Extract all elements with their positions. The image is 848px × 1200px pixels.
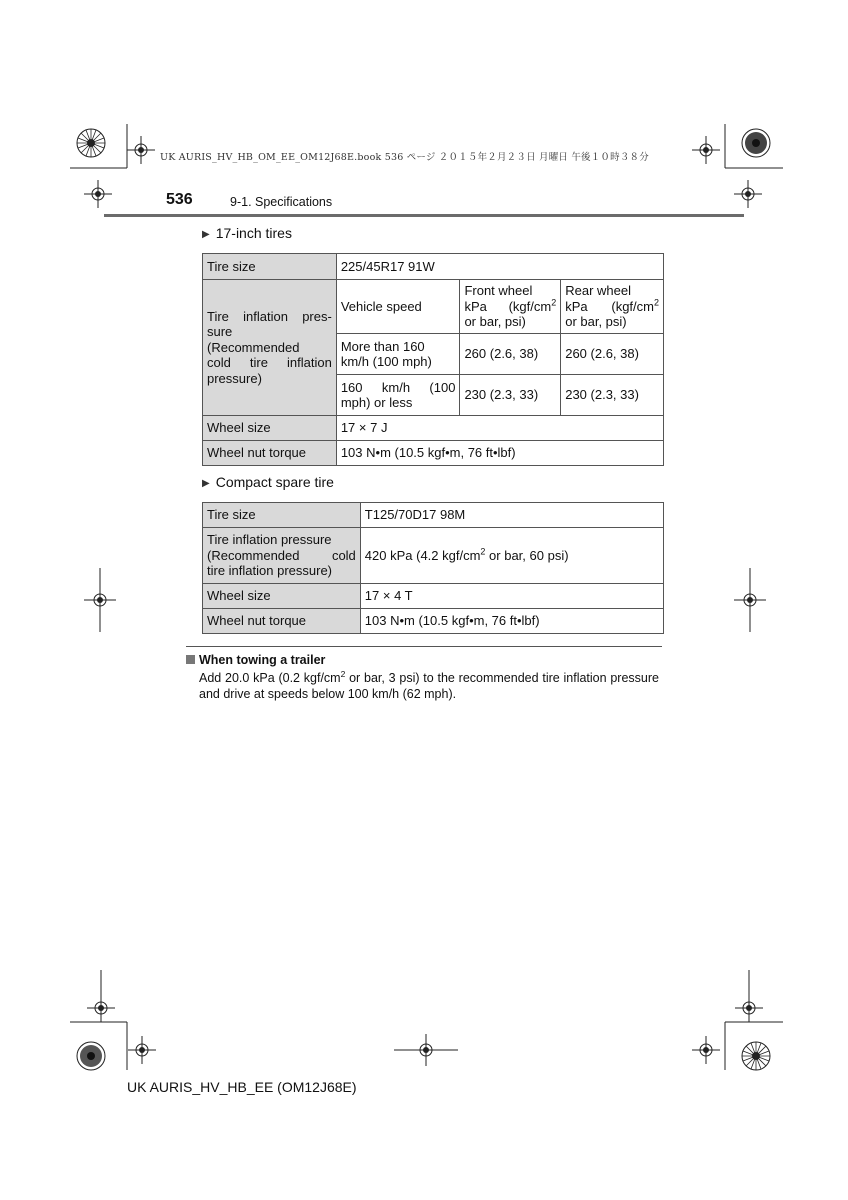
section-title: 9-1. Specifications <box>230 195 333 209</box>
table-row <box>203 254 664 280</box>
corner-mark-bottom-right <box>668 970 798 1080</box>
table-row <box>203 441 664 466</box>
header-rear-wheel <box>561 280 664 334</box>
speed-cell <box>336 375 460 416</box>
header-front-wheel <box>460 280 561 334</box>
inflation-label-line: (Recommended cold <box>207 547 356 563</box>
header-rule <box>104 214 744 217</box>
triangle-bullet-icon: ▶ <box>202 478 210 489</box>
side-mark-left <box>84 568 116 632</box>
rear-header-line: kPa (kgf/cm <box>565 298 654 314</box>
heading-text: Compact spare tire <box>215 474 334 490</box>
front-pressure-cell: 260 (2.6, 38) <box>460 334 561 375</box>
inflation-label-line: sure <box>207 324 233 340</box>
note-text: or bar, 3 psi) to the recommended tire inflation pressure and drive at speeds below 100 km/h (62 mph). <box>199 671 659 701</box>
table-row <box>203 416 664 441</box>
speed-line: More than 160 <box>340 338 425 354</box>
value-tire-size: 225/45R17 91W <box>336 254 663 280</box>
rear-header-line: or bar, psi) <box>565 314 627 330</box>
front-header-line: kPa (kgf/cm <box>464 298 552 314</box>
table-row <box>203 280 664 334</box>
note-heading-text: When towing a trailer <box>199 653 326 667</box>
note-body <box>199 670 659 702</box>
value-tire-inflation <box>360 528 663 584</box>
speed-line: mph) or less <box>340 395 413 410</box>
speed-line: 160 km/h (100 <box>340 379 456 395</box>
inflation-label-line: (Recommended <box>207 339 300 355</box>
value-tire-size: T125/70D17 98M <box>360 503 663 528</box>
label-tire-size: Tire size <box>203 254 337 280</box>
heading-text: 17-inch tires <box>215 225 292 241</box>
table-17-inch-tires <box>202 253 664 466</box>
inflation-label-line: Tire inflation pressure <box>207 532 332 548</box>
label-wheel-size: Wheel size <box>203 416 337 441</box>
superscript: 2 <box>551 297 557 308</box>
header-vehicle-speed: Vehicle speed <box>336 280 460 334</box>
value-wheel-nut-torque: 103 N•m (10.5 kgf•m, 76 ft•lbf) <box>360 609 663 634</box>
corner-mark-top-right <box>668 110 798 220</box>
square-bullet-icon <box>186 655 195 664</box>
side-mark-right <box>734 568 766 632</box>
inflation-label-line: Tire inflation pres- <box>207 308 332 324</box>
front-pressure-cell: 230 (2.3, 33) <box>460 375 561 416</box>
superscript: 2 <box>653 297 659 308</box>
center-mark-bottom <box>394 1034 458 1066</box>
label-wheel-nut-torque: Wheel nut torque <box>203 441 337 466</box>
label-wheel-nut-torque: Wheel nut torque <box>203 609 361 634</box>
speed-line: km/h (100 mph) <box>340 354 432 369</box>
label-tire-inflation <box>203 280 337 416</box>
book-meta-line: UK AURIS_HV_HB_OM_EE_OM12J68E.book 536 ページ ２０１５年２月２３日 月曜日 午後１０時３８分 <box>160 152 649 163</box>
table-row <box>203 609 664 634</box>
label-tire-size: Tire size <box>203 503 361 528</box>
superscript: 2 <box>480 546 486 557</box>
value-wheel-nut-torque: 103 N•m (10.5 kgf•m, 76 ft•lbf) <box>336 441 663 466</box>
triangle-bullet-icon: ▶ <box>202 229 210 240</box>
inflation-label-line: pressure) <box>207 370 262 386</box>
label-wheel-size: Wheel size <box>203 584 361 609</box>
rear-pressure-cell: 230 (2.3, 33) <box>561 375 664 416</box>
table-row <box>203 528 664 584</box>
speed-cell <box>336 334 460 375</box>
note-rule <box>186 646 662 647</box>
inflation-label-line: cold tire inflation <box>207 355 332 371</box>
rear-pressure-cell: 260 (2.6, 38) <box>561 334 664 375</box>
page-number: 536 <box>166 191 193 208</box>
note-heading <box>186 653 325 667</box>
value-wheel-size: 17 × 7 J <box>336 416 663 441</box>
inflation-label-line: tire inflation pressure) <box>207 563 332 579</box>
front-header-line: or bar, psi) <box>464 314 526 330</box>
inflation-value: or bar, 60 psi) <box>485 547 569 563</box>
label-tire-inflation <box>203 528 361 584</box>
note-text: Add 20.0 kPa (0.2 kgf/cm <box>199 671 341 685</box>
corner-mark-bottom-left <box>60 970 190 1080</box>
superscript: 2 <box>340 668 346 679</box>
footer-code: UK AURIS_HV_HB_EE (OM12J68E) <box>127 1079 357 1095</box>
table-row <box>203 503 664 528</box>
front-header-line: Front wheel <box>464 283 533 299</box>
table-compact-spare-tire <box>202 502 664 634</box>
heading-compact-spare-tire <box>202 474 334 490</box>
heading-17-inch-tires <box>202 225 292 241</box>
rear-header-line: Rear wheel <box>565 283 631 299</box>
value-wheel-size: 17 × 4 T <box>360 584 663 609</box>
inflation-value: 420 kPa (4.2 kgf/cm <box>364 547 481 563</box>
table-row <box>203 584 664 609</box>
